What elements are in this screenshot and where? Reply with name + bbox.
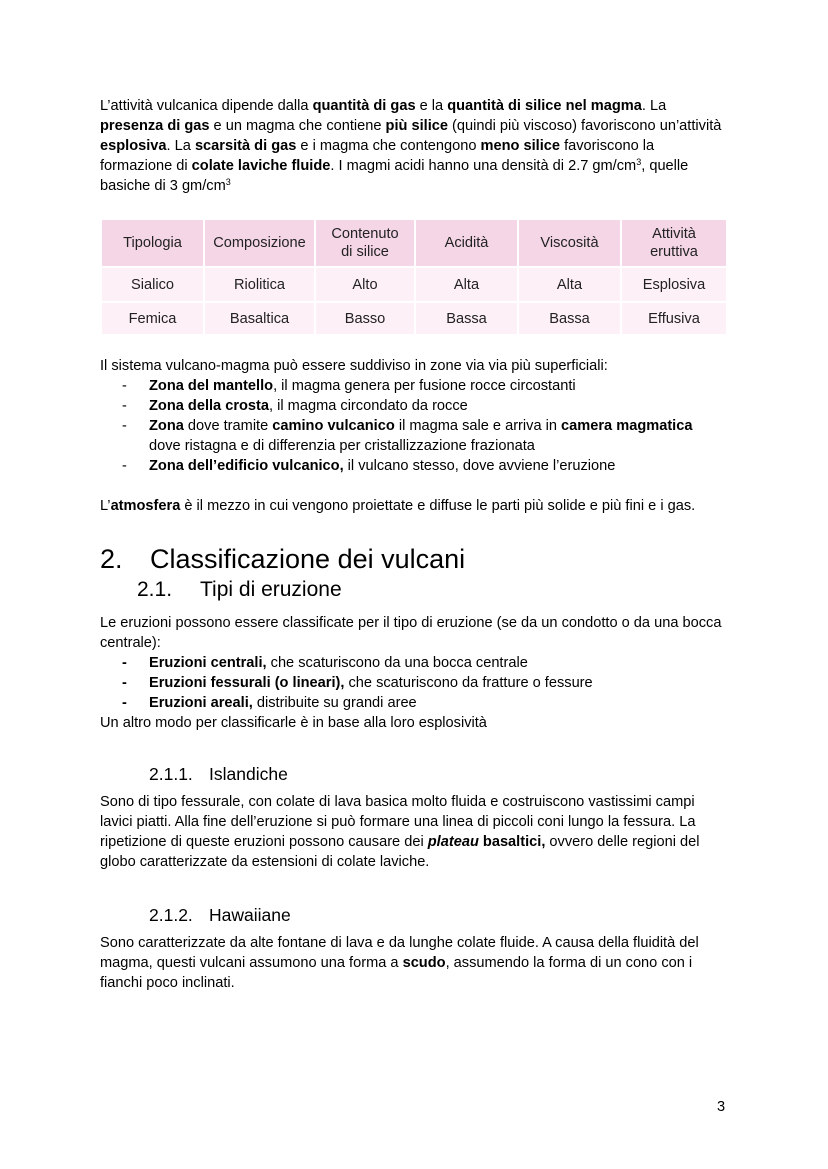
list-item (100, 416, 728, 456)
subsubsection-number: 2.1.2. (149, 905, 193, 925)
list-item (100, 653, 728, 673)
table-header-row (102, 220, 726, 266)
table-cell: Effusiva (622, 303, 726, 334)
page-number: 3 (717, 1099, 726, 1115)
volcanic-types-table (100, 218, 728, 336)
dash-marker: - (122, 418, 127, 434)
eruptions-lead: Le eruzioni possono essere classificate per il tipo di eruzione (se da un condotto o da una bocca centrale): (100, 615, 722, 651)
table-cell: Basso (316, 303, 414, 334)
table-header-cell: Contenuto di silice (316, 220, 414, 266)
eruptions-list (100, 653, 728, 713)
table-cell: Bassa (416, 303, 517, 334)
subsubsection-title: Hawaiiane (209, 905, 291, 925)
table-row (102, 268, 726, 301)
subsection-number: 2.1. (137, 578, 173, 601)
zones-list (100, 376, 728, 476)
dash-marker: - (122, 378, 127, 394)
table-cell: Riolitica (205, 268, 314, 301)
section-heading (100, 542, 728, 576)
table-cell: Esplosiva (622, 268, 726, 301)
intro-paragraph: L’attività vulcanica dipende dalla quantità di gas e la quantità di silice nel magma. La presenza di gas e un magma che contiene più silice (quindi più viscoso) favoriscono un’attività esplosiva. La scarsità di gas e i magma che contengono meno silice favoriscono la formazione di colate laviche fluide. I magmi acidi hanno una densità di 2.7 $gm/cm^3$, quelle basiche di 3 $gm/cm^3$ (100, 98, 722, 194)
hawaiiane-paragraph: Sono caratterizzate da alte fontane di lava e da lunghe colate fluide. A causa della fluidità del magma, questi vulcani assumono una forma a scudo, assumendo la forma di un cono con i fianchi poco inclinati. (100, 935, 699, 991)
subsubsection-title: Islandiche (209, 764, 288, 784)
table-cell: Femica (102, 303, 203, 334)
list-item (100, 693, 728, 713)
dash-marker: - (122, 655, 127, 671)
atmosphere-paragraph: L’atmosfera è il mezzo in cui vengono proiettate e diffuse le parti più solide e più fini e i gas. (100, 498, 696, 514)
table-header-cell: Tipologia (102, 220, 203, 266)
list-item (100, 456, 728, 476)
table-header-cell: Acidità (416, 220, 517, 266)
table-cell: Basaltica (205, 303, 314, 334)
section-number: 2. (100, 544, 123, 574)
list-item-text: Zona dove tramite camino vulcanico il magma sale e arriva in camera magmatica dove ristagna e di differenzia per cristallizzazione frazionata (149, 418, 693, 454)
dash-marker: - (122, 675, 127, 691)
list-item-text: Zona dell’edificio vulcanico, il vulcano stesso, dove avviene l’eruzione (149, 458, 616, 474)
dash-marker: - (122, 398, 127, 414)
list-item-text: Zona della crosta, il magma circondato da rocce (149, 398, 468, 414)
subsubsection-heading (100, 903, 728, 927)
dash-marker: - (122, 695, 127, 711)
document-page (100, 96, 728, 993)
table-cell: Alta (519, 268, 620, 301)
table-cell: Alto (316, 268, 414, 301)
table-cell: Alta (416, 268, 517, 301)
table-header-cell: Attività eruttiva (622, 220, 726, 266)
list-item-text: Eruzioni fessurali (o lineari), che scaturiscono da fratture o fessure (149, 675, 593, 691)
dash-marker: - (122, 458, 127, 474)
subsection-title: Tipi di eruzione (200, 578, 342, 601)
islandiche-paragraph: Sono di tipo fessurale, con colate di lava basica molto fluida e costruiscono vastissimi campi lavici piatti. Alla fine dell’eruzione si può formare una linea di piccoli coni lungo la fessura. La ripetizione di queste eruzioni possono causare dei plateau basaltici, ovvero delle regioni del globo caratterizzate da estensioni di colate laviche. (100, 794, 700, 870)
subsubsection-number: 2.1.1. (149, 764, 193, 784)
section-title: Classificazione dei vulcani (150, 544, 466, 574)
subsubsection-heading (100, 762, 728, 786)
table-cell: Sialico (102, 268, 203, 301)
table-header-cell: Viscosità (519, 220, 620, 266)
eruptions-after: Un altro modo per classificarle è in base alla loro esplosività (100, 715, 487, 731)
list-item (100, 376, 728, 396)
list-item-text: Zona del mantello, il magma genera per fusione rocce circostanti (149, 378, 576, 394)
table-header-cell: Composizione (205, 220, 314, 266)
table-cell: Bassa (519, 303, 620, 334)
list-item (100, 673, 728, 693)
list-item (100, 396, 728, 416)
list-item-text: Eruzioni centrali, che scaturiscono da una bocca centrale (149, 655, 528, 671)
list-item-text: Eruzioni areali, distribuite su grandi aree (149, 695, 417, 711)
table-row (102, 303, 726, 334)
zones-lead: Il sistema vulcano-magma può essere suddiviso in zone via via più superficiali: (100, 358, 608, 374)
subsection-heading (100, 576, 728, 604)
